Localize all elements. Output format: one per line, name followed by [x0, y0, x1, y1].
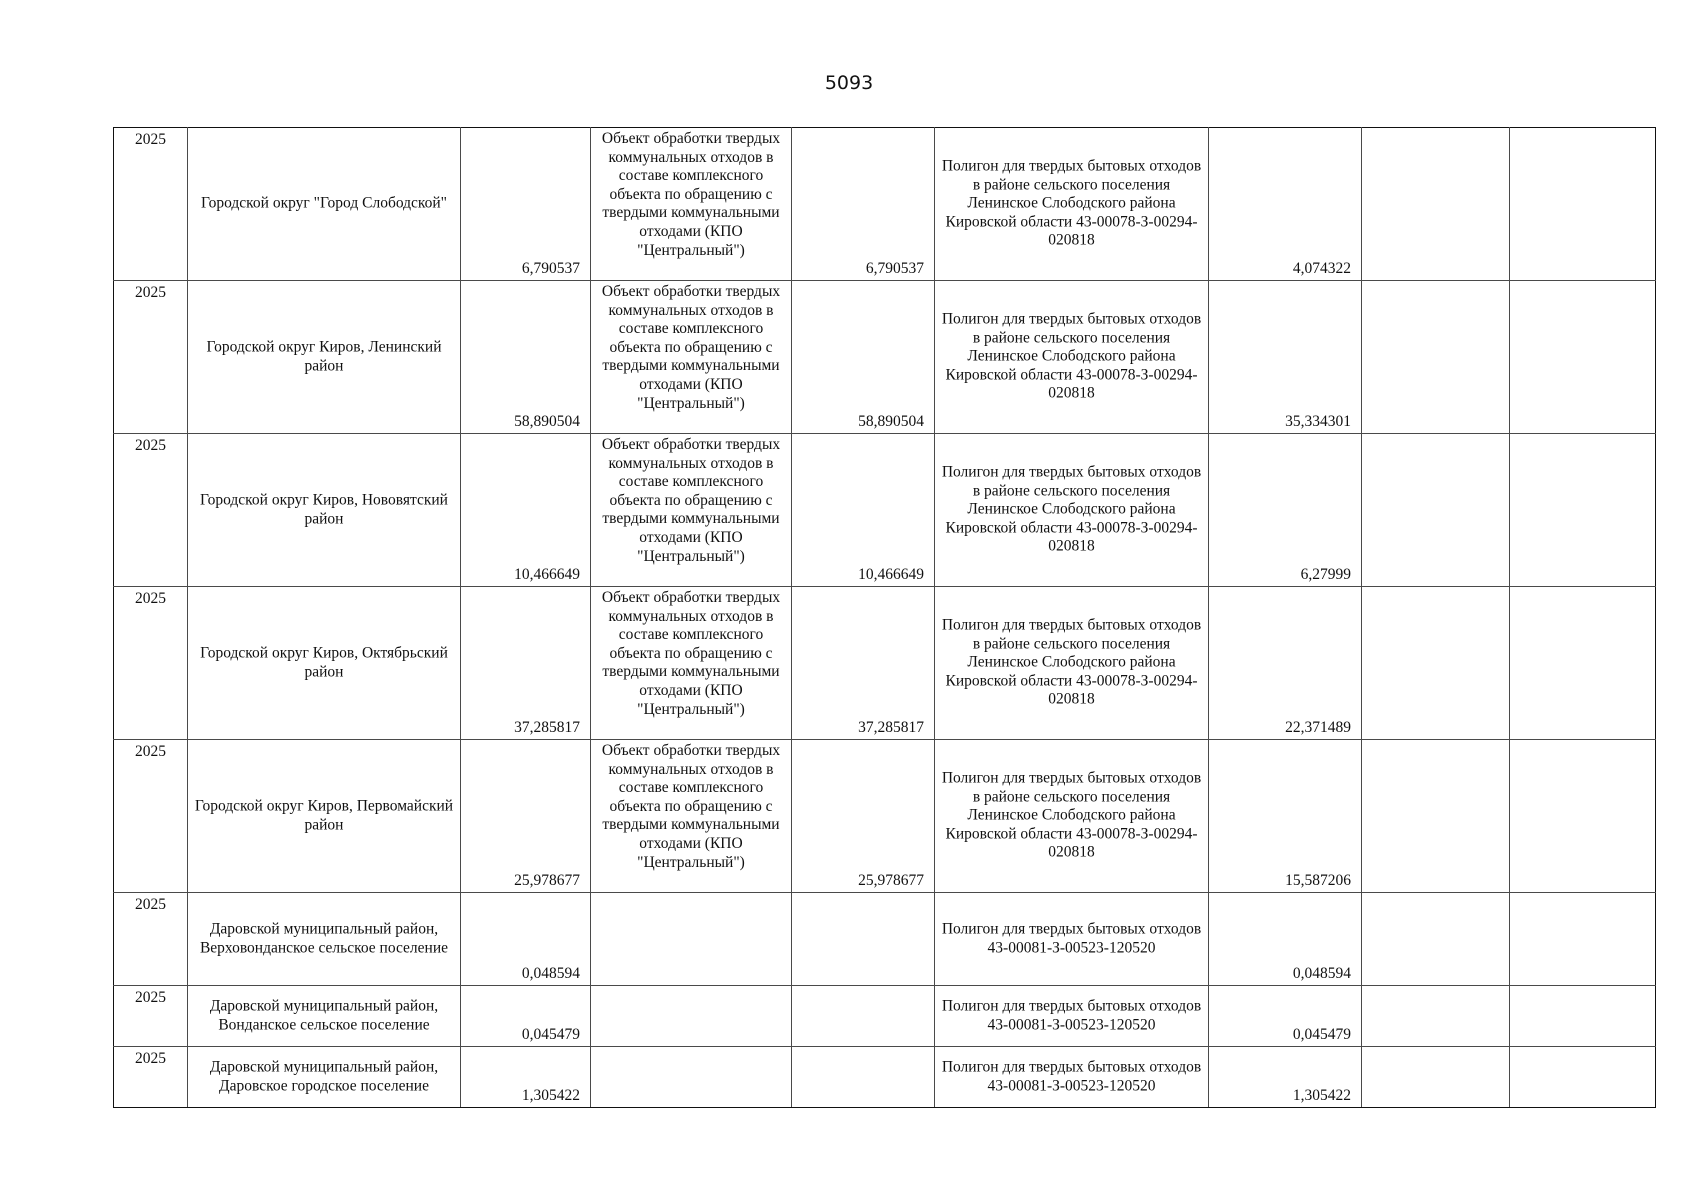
landfill-cell: Полигон для твердых бытовых отходов в районе сельского поселения Ленинское Слободского района Кировской области 43-00078-З-00294-020818 [935, 128, 1209, 281]
landfill-amount-cell: 35,334301 [1209, 281, 1362, 434]
empty-cell [1510, 1047, 1656, 1108]
amount-cell: 37,285817 [461, 587, 591, 740]
territory-cell: Городской округ Киров, Нововятский район [188, 434, 461, 587]
landfill-amount-cell: 1,305422 [1209, 1047, 1362, 1108]
year-cell: 2025 [114, 587, 188, 740]
processing-amount-cell: 37,285817 [792, 587, 935, 740]
landfill-cell: Полигон для твердых бытовых отходов в районе сельского поселения Ленинское Слободского района Кировской области 43-00078-З-00294-020818 [935, 587, 1209, 740]
empty-cell [1362, 281, 1510, 434]
landfill-amount-cell: 4,074322 [1209, 128, 1362, 281]
empty-cell [1510, 128, 1656, 281]
processing-facility-cell [591, 1047, 792, 1108]
processing-facility-cell: Объект обработки твердых коммунальных отходов в составе комплексного объекта по обращению с твердыми коммунальными отходами (КПО "Центральный") [591, 587, 792, 740]
landfill-cell: Полигон для твердых бытовых отходов в районе сельского поселения Ленинское Слободского района Кировской области 43-00078-З-00294-020818 [935, 740, 1209, 893]
landfill-cell: Полигон для твердых бытовых отходов 43-00081-З-00523-120520 [935, 893, 1209, 986]
territory-cell: Даровской муниципальный район, Даровское городское поселение [188, 1047, 461, 1108]
empty-cell [1362, 128, 1510, 281]
table-row [114, 434, 1656, 587]
waste-flow-table [113, 127, 1656, 1108]
year-cell: 2025 [114, 128, 188, 281]
year-cell: 2025 [114, 434, 188, 587]
territory-cell: Городской округ Киров, Ленинский район [188, 281, 461, 434]
amount-cell: 6,790537 [461, 128, 591, 281]
amount-cell: 0,045479 [461, 986, 591, 1047]
processing-amount-cell: 58,890504 [792, 281, 935, 434]
amount-cell: 1,305422 [461, 1047, 591, 1108]
processing-amount-cell: 25,978677 [792, 740, 935, 893]
empty-cell [1510, 587, 1656, 740]
year-cell: 2025 [114, 1047, 188, 1108]
empty-cell [1510, 281, 1656, 434]
territory-cell: Даровской муниципальный район, Верховонданское сельское поселение [188, 893, 461, 986]
territory-cell: Городской округ Киров, Первомайский район [188, 740, 461, 893]
amount-cell: 10,466649 [461, 434, 591, 587]
processing-facility-cell [591, 893, 792, 986]
processing-facility-cell [591, 986, 792, 1047]
empty-cell [1510, 434, 1656, 587]
territory-cell: Даровской муниципальный район, Вонданское сельское поселение [188, 986, 461, 1047]
empty-cell [1362, 740, 1510, 893]
processing-facility-cell: Объект обработки твердых коммунальных отходов в составе комплексного объекта по обращению с твердыми коммунальными отходами (КПО "Центральный") [591, 128, 792, 281]
table-row [114, 1047, 1656, 1108]
empty-cell [1510, 893, 1656, 986]
landfill-amount-cell: 6,27999 [1209, 434, 1362, 587]
year-cell: 2025 [114, 281, 188, 434]
processing-facility-cell: Объект обработки твердых коммунальных отходов в составе комплексного объекта по обращению с твердыми коммунальными отходами (КПО "Центральный") [591, 434, 792, 587]
processing-facility-cell: Объект обработки твердых коммунальных отходов в составе комплексного объекта по обращению с твердыми коммунальными отходами (КПО "Центральный") [591, 281, 792, 434]
amount-cell: 25,978677 [461, 740, 591, 893]
processing-amount-cell [792, 986, 935, 1047]
table-row [114, 281, 1656, 434]
landfill-cell: Полигон для твердых бытовых отходов 43-00081-З-00523-120520 [935, 1047, 1209, 1108]
table-row [114, 587, 1656, 740]
processing-amount-cell [792, 893, 935, 986]
landfill-amount-cell: 15,587206 [1209, 740, 1362, 893]
empty-cell [1362, 587, 1510, 740]
empty-cell [1362, 1047, 1510, 1108]
territory-cell: Городской округ "Город Слободской" [188, 128, 461, 281]
landfill-cell: Полигон для твердых бытовых отходов 43-00081-З-00523-120520 [935, 986, 1209, 1047]
landfill-amount-cell: 0,045479 [1209, 986, 1362, 1047]
empty-cell [1362, 893, 1510, 986]
amount-cell: 58,890504 [461, 281, 591, 434]
year-cell: 2025 [114, 986, 188, 1047]
processing-amount-cell: 10,466649 [792, 434, 935, 587]
table-row [114, 740, 1656, 893]
landfill-cell: Полигон для твердых бытовых отходов в районе сельского поселения Ленинское Слободского района Кировской области 43-00078-З-00294-020818 [935, 434, 1209, 587]
empty-cell [1510, 986, 1656, 1047]
processing-facility-cell: Объект обработки твердых коммунальных отходов в составе комплексного объекта по обращению с твердыми коммунальными отходами (КПО "Центральный") [591, 740, 792, 893]
empty-cell [1362, 434, 1510, 587]
year-cell: 2025 [114, 893, 188, 986]
table-row [114, 893, 1656, 986]
page-number: 5093 [824, 72, 874, 94]
processing-amount-cell: 6,790537 [792, 128, 935, 281]
processing-amount-cell [792, 1047, 935, 1108]
territory-cell: Городской округ Киров, Октябрьский район [188, 587, 461, 740]
landfill-cell: Полигон для твердых бытовых отходов в районе сельского поселения Ленинское Слободского района Кировской области 43-00078-З-00294-020818 [935, 281, 1209, 434]
landfill-amount-cell: 22,371489 [1209, 587, 1362, 740]
landfill-amount-cell: 0,048594 [1209, 893, 1362, 986]
table-row [114, 128, 1656, 281]
amount-cell: 0,048594 [461, 893, 591, 986]
empty-cell [1510, 740, 1656, 893]
year-cell: 2025 [114, 740, 188, 893]
empty-cell [1362, 986, 1510, 1047]
table-row [114, 986, 1656, 1047]
